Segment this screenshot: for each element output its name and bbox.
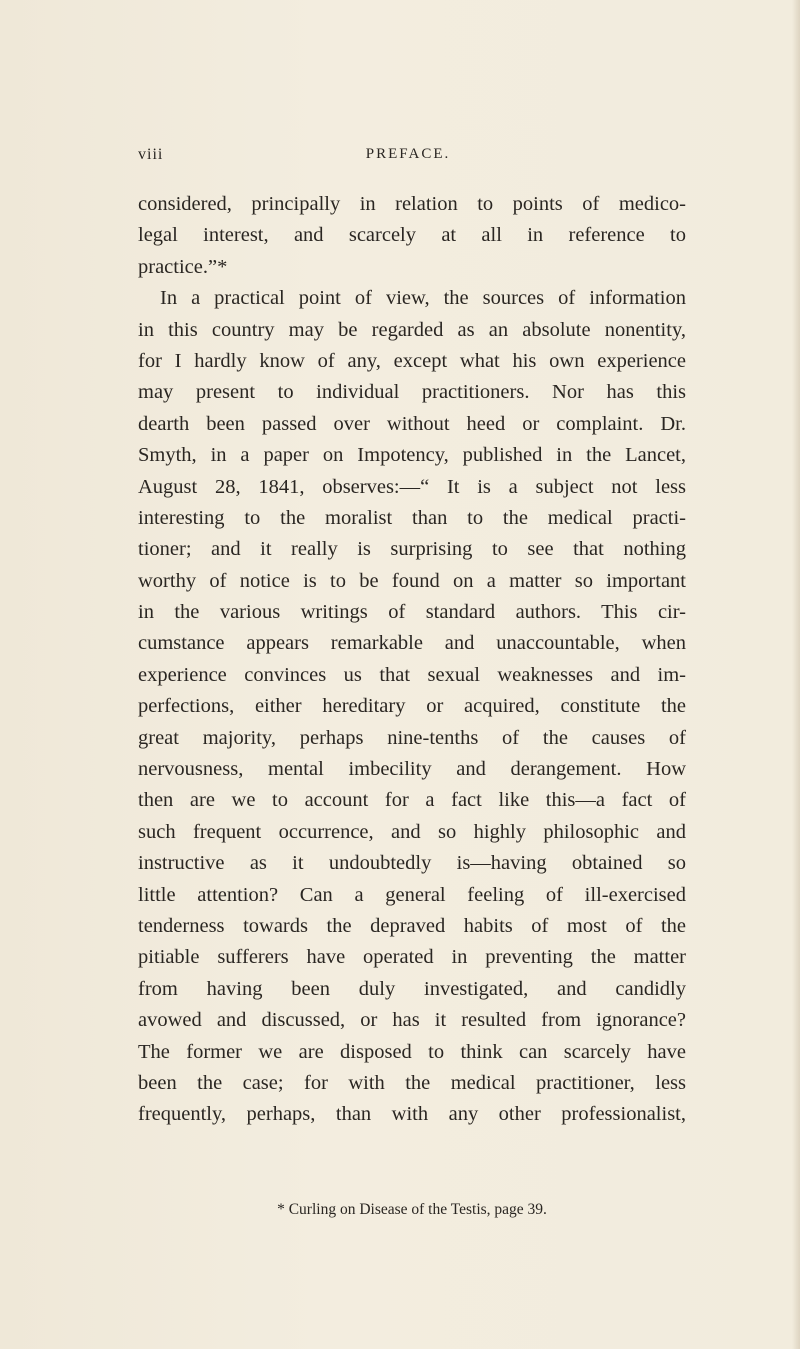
text-line: tioner; and it really is surprising to see that nothing xyxy=(138,538,686,561)
text-line: legal interest, and scarcely at all in reference to xyxy=(138,224,686,247)
text-line: practice.”* xyxy=(138,255,228,278)
text-line: In a practical point of view, the sources of information xyxy=(160,287,686,310)
body-text xyxy=(138,189,686,1131)
text-line: little attention? Can a general feeling of ill-exercised xyxy=(138,883,686,906)
text-line: tenderness towards the depraved habits of most of the xyxy=(138,914,686,937)
text-line: instructive as it undoubtedly is—having obtained so xyxy=(138,852,686,875)
text-line: perfections, either hereditary or acquired, constitute the xyxy=(138,695,686,718)
text-line: Smyth, in a paper on Impotency, published in the Lancet, xyxy=(138,444,686,467)
text-line: avowed and discussed, or has it resulted from ignorance? xyxy=(138,1009,686,1032)
text-line: considered, principally in relation to points of medico- xyxy=(138,193,686,215)
text-line: nervousness, mental imbecility and derangement. How xyxy=(138,758,686,781)
text-line: then are we to account for a fact like this—a fact of xyxy=(138,789,686,812)
text-line: in the various writings of standard authors. This cir- xyxy=(138,601,686,624)
text-line: worthy of notice is to be found on a matter so important xyxy=(138,569,686,592)
text-line: great majority, perhaps nine-tenths of the causes of xyxy=(138,726,686,749)
text-line: may present to individual practitioners. Nor has this xyxy=(138,381,686,404)
text-line: experience convinces us that sexual weaknesses and im- xyxy=(138,663,686,686)
text-line: cumstance appears remarkable and unaccountable, when xyxy=(138,632,686,655)
text-line: interesting to the moralist than to the medical practi- xyxy=(138,506,686,529)
text-line: been the case; for with the medical practitioner, less xyxy=(138,1071,686,1094)
text-line: dearth been passed over without heed or complaint. Dr. xyxy=(138,412,686,435)
text-line: from having been duly investigated, and candidly xyxy=(138,977,686,1000)
page-header xyxy=(138,146,678,168)
footnote: * Curling on Disease of the Testis, page 39. xyxy=(277,1201,547,1218)
text-line: pitiable sufferers have operated in preventing the matter xyxy=(138,946,686,969)
text-line: The former we are disposed to think can scarcely have xyxy=(138,1040,686,1063)
text-line: for I hardly know of any, except what his own experience xyxy=(138,349,686,372)
running-head: PREFACE. xyxy=(365,146,451,162)
page-edge-shadow xyxy=(792,0,800,1349)
page-number: viii xyxy=(138,146,164,163)
text-line: in this country may be regarded as an absolute nonentity, xyxy=(138,318,686,341)
text-line: such frequent occurrence, and so highly philosophic and xyxy=(138,820,686,843)
text-line: August 28, 1841, observes:—“ It is a subject not less xyxy=(138,475,686,498)
text-line: frequently, perhaps, than with any other professionalist, xyxy=(138,1103,686,1126)
